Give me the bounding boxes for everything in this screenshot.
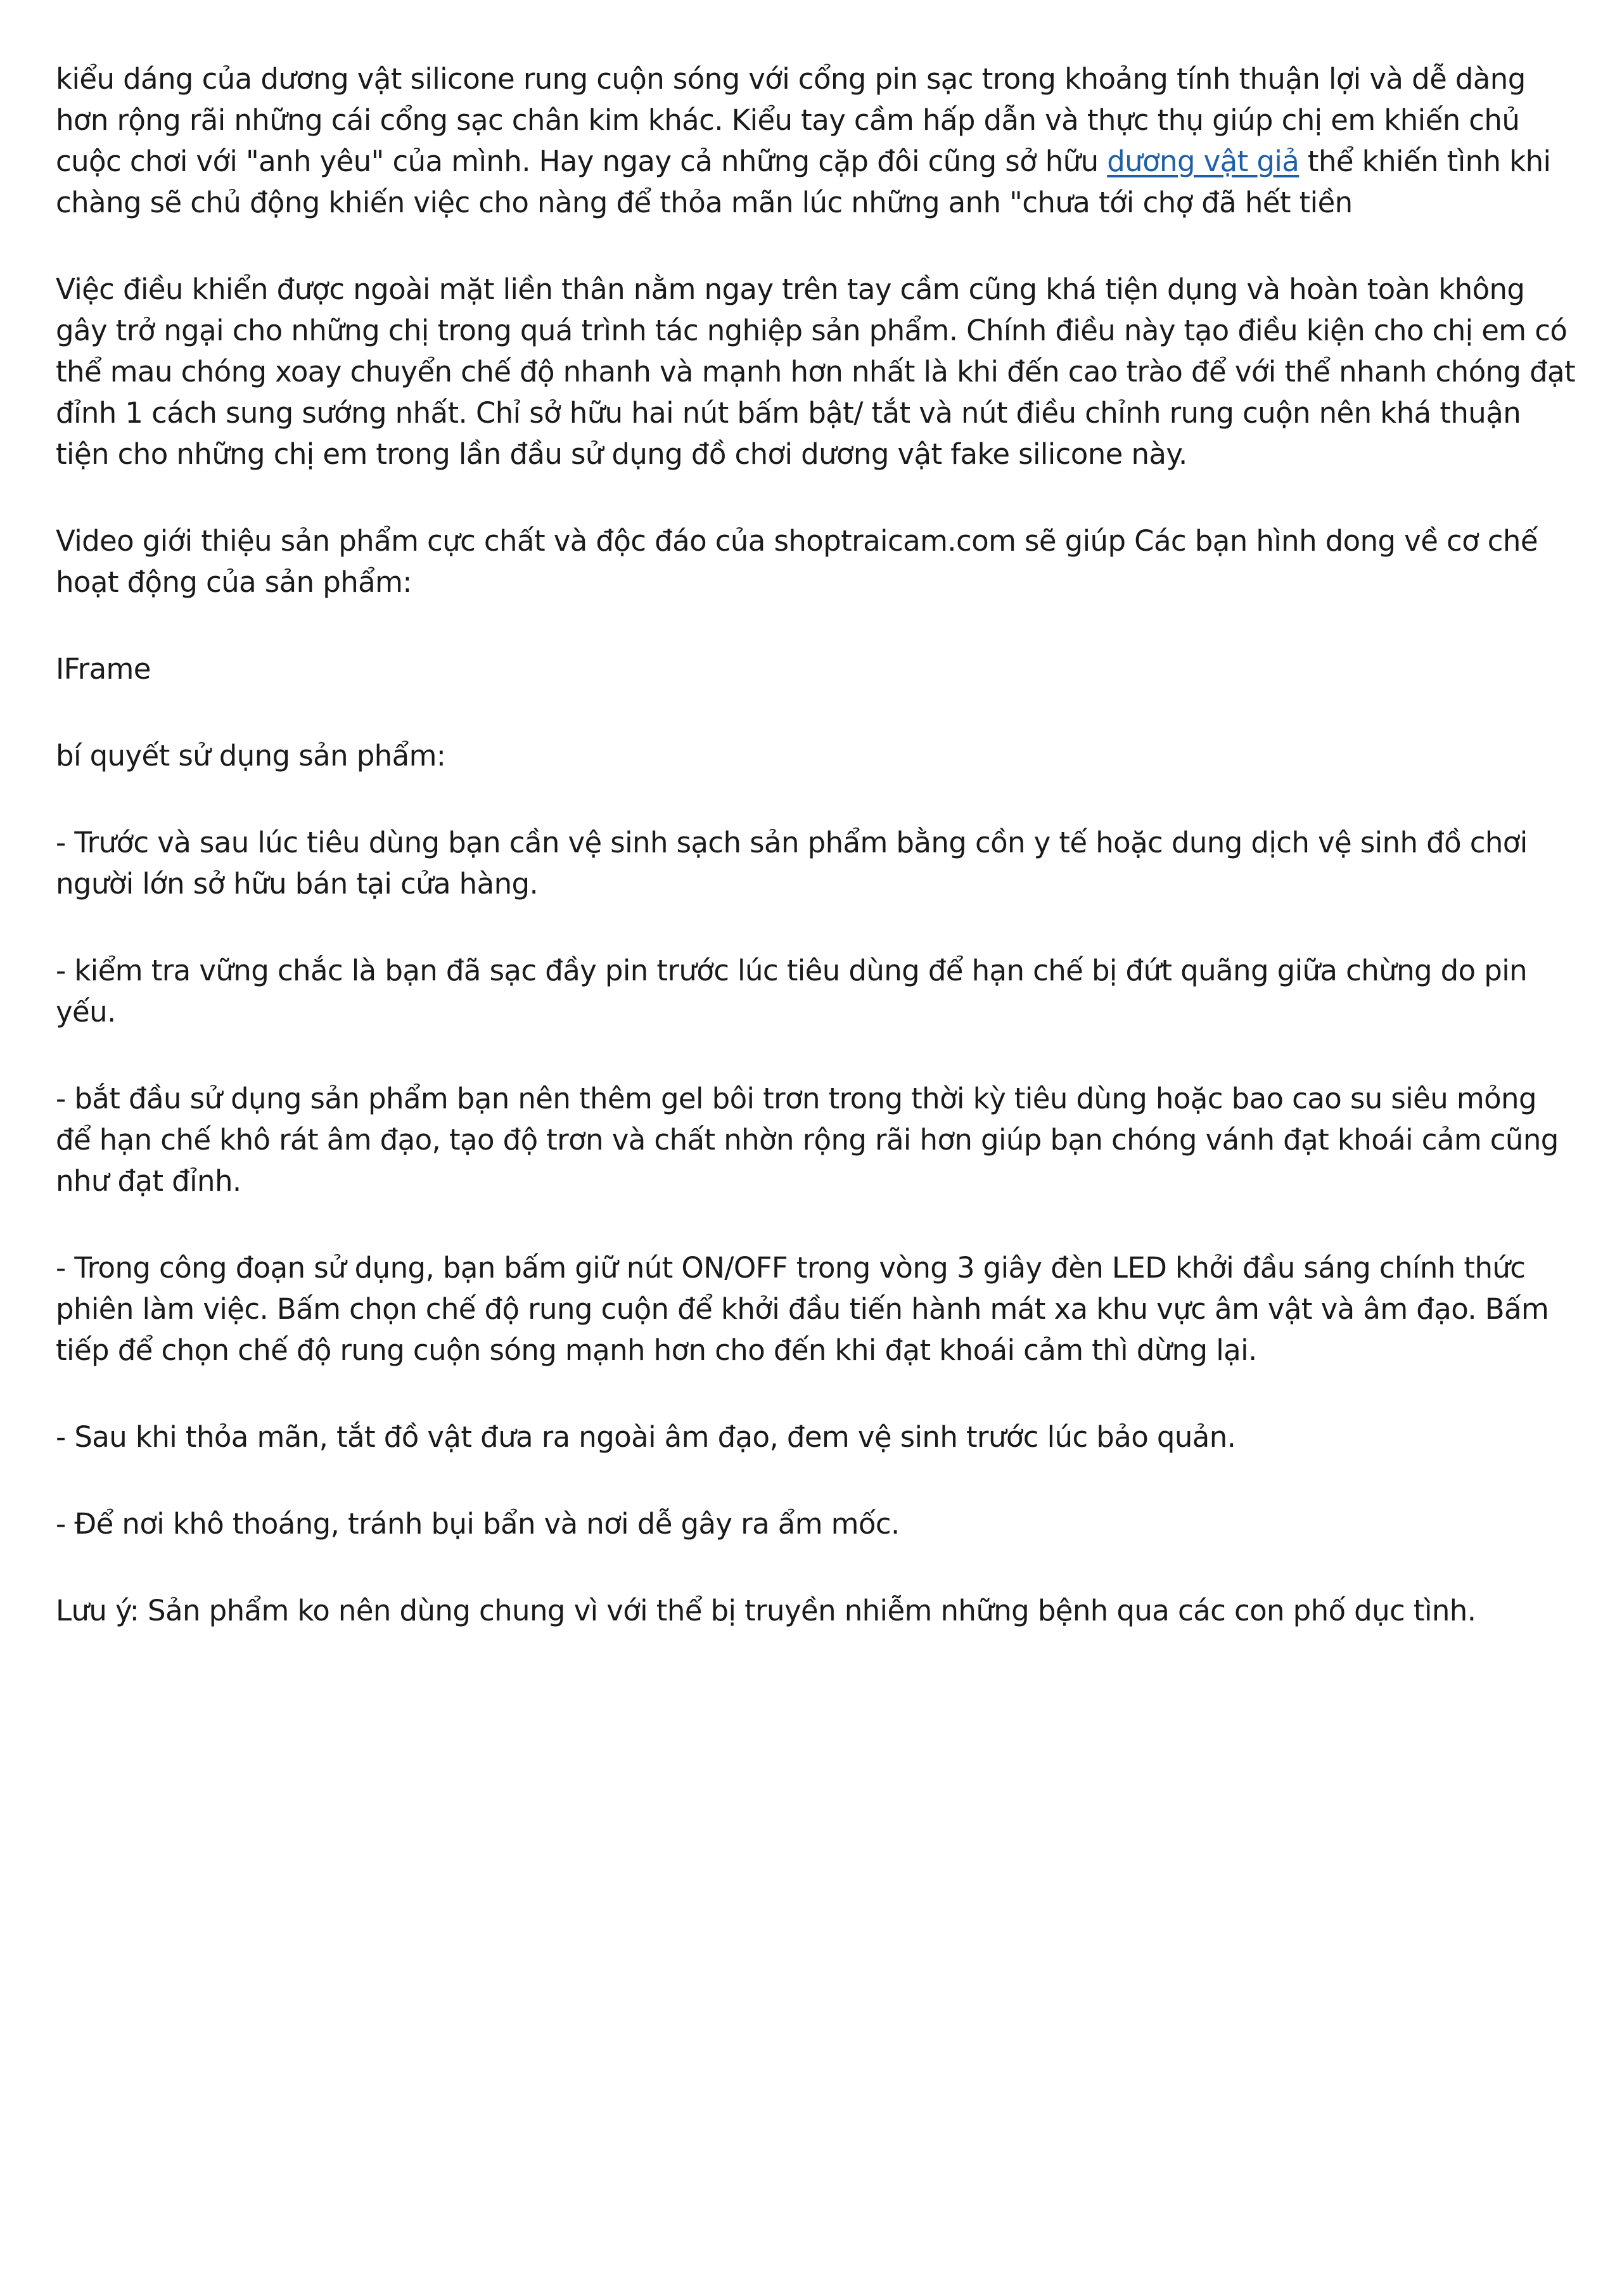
usage-step-clean: - Trước và sau lúc tiêu dùng bạn cần vệ sinh sạch sản phẩm bằng cồn y tế hoặc dung dịch vệ sinh đồ chơi người lớn sở hữu bán tại cửa hàng.	[56, 826, 1528, 901]
paragraph-intro	[56, 58, 1576, 223]
usage-step-after: - Sau khi thỏa mãn, tắt đồ vật đưa ra ngoài âm đạo, đem vệ sinh trước lúc bảo quản.	[56, 1420, 1236, 1454]
document-page	[56, 58, 1576, 1677]
usage-step-lubricant: - bắt đầu sử dụng sản phẩm bạn nên thêm gel bôi trơn trong thời kỳ tiêu dùng hoặc bao cao su siêu mỏng để hạn chế khô rát âm đạo, tạo độ trơn và chất nhờn rộng rãi hơn giúp bạn chóng vánh đạt khoái cảm cũng như đạt đỉnh.	[56, 1082, 1559, 1198]
paragraph-controls: Việc điều khiển được ngoài mặt liền thân nằm ngay trên tay cầm cũng khá tiện dụng và hoàn toàn không gây trở ngại cho những chị trong quá trình tác nghiệp sản phẩm. Chính điều này tạo điều kiện cho chị em có thể mau chóng xoay chuyển chế độ nhanh và mạnh hơn nhất là khi đến cao trào để với thể nhanh chóng đạt đỉnh 1 cách sung sướng nhất. Chỉ sở hữu hai nút bấm bật/ tắt và nút điều chỉnh rung cuộn nên khá thuận tiện cho những chị em trong lần đầu sử dụng đồ chơi dương vật fake silicone này.	[56, 273, 1576, 471]
paragraph-intro-text-after: thể khiến tình khi chàng sẽ chủ động khiến việc cho nàng để thỏa mãn lúc những anh "chưa tới chợ đã hết tiền	[56, 144, 1551, 219]
usage-step-operate: - Trong công đoạn sử dụng, bạn bấm giữ nút ON/OFF trong vòng 3 giây đèn LED khởi đầu sáng chính thức phiên làm việc. Bấm chọn chế độ rung cuộn để khởi đầu tiến hành mát xa khu vực âm vật và âm đạo. Bấm tiếp để chọn chế độ rung cuộn sóng mạnh hơn cho đến khi đạt khoái cảm thì dừng lại.	[56, 1251, 1549, 1367]
usage-heading: bí quyết sử dụng sản phẩm:	[56, 739, 446, 773]
paragraph-intro-text-before: kiểu dáng của dương vật silicone rung cuộn sóng với cổng pin sạc trong khoảng tính thuận lợi và dễ dàng hơn rộng rãi những cái cổng sạc chân kim khác. Kiểu tay cầm hấp dẫn và thực thụ giúp chị em khiến chủ cuộc chơi với "anh yêu" của mình. Hay ngay cả những cặp đôi cũng sở hữu	[56, 62, 1526, 178]
usage-step-storage: - Để nơi khô thoáng, tránh bụi bẩn và nơi dễ gây ra ẩm mốc.	[56, 1507, 900, 1541]
usage-step-charge: - kiểm tra vững chắc là bạn đã sạc đầy pin trước lúc tiêu dùng để hạn chế bị đứt quãng giữa chừng do pin yếu.	[56, 954, 1528, 1029]
product-link[interactable]: dương vật giả	[1107, 144, 1300, 178]
usage-note: Lưu ý: Sản phẩm ko nên dùng chung vì với thể bị truyền nhiễm những bệnh qua các con phố dục tình.	[56, 1594, 1476, 1627]
iframe-placeholder: IFrame	[56, 652, 151, 686]
paragraph-video-intro: Video giới thiệu sản phẩm cực chất và độc đáo của shoptraicam.com sẽ giúp Các bạn hình dong về cơ chế hoạt động của sản phẩm:	[56, 524, 1538, 599]
